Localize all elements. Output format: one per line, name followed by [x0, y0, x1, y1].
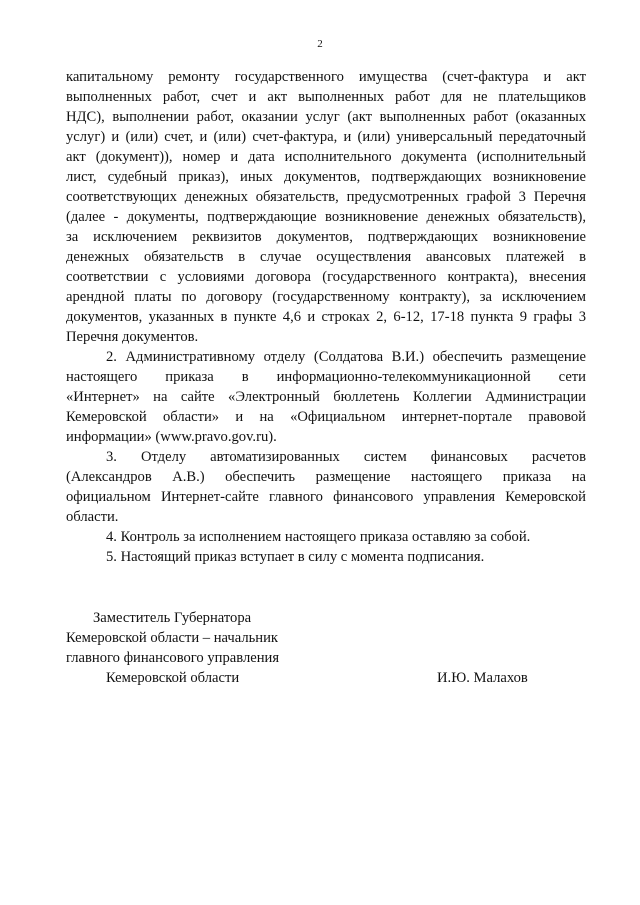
body-line: соответствии с условиями договора (государственного контракта), внесения [66, 269, 586, 285]
body-line: услуг) и (или) счет, и (или) счет-фактура, и (или) универсальный передаточный [66, 129, 586, 145]
body-line: «Интернет» на сайте «Электронный бюллетень Коллегии Администрации [66, 389, 586, 405]
body-line: (Александров А.В.) обеспечить размещение настоящего приказа на [66, 469, 586, 485]
body-line: лист, судебный приказ), иных документов, подтверждающих возникновение [66, 169, 586, 185]
body-line: Перечня документов. [66, 329, 199, 345]
body-line: (далее - документы, подтверждающие возникновение денежных обязательств), [66, 209, 586, 225]
signatory-title-line: Заместитель Губернатора [93, 610, 252, 626]
paragraph-3-first-line: 3. Отделу автоматизированных систем финансовых расчетов [106, 449, 586, 465]
paragraph-2-first-line: 2. Административному отделу (Солдатова В.И.) обеспечить размещение [106, 349, 586, 365]
page-number: 2 [317, 38, 323, 50]
body-line: капитальному ремонту государственного имущества (счет-фактура и акт [66, 69, 586, 85]
body-line: НДС), выполнении работ, оказании услуг (акт выполненных работ (оказанных [66, 109, 586, 125]
body-line: денежных обязательств в случае осуществления авансовых платежей в [66, 249, 586, 265]
body-line: области. [66, 509, 119, 525]
body-line: Кемеровской области» и на «Официальном интернет-портале правовой [66, 409, 586, 425]
body-line: соответствующих денежных обязательств, предусмотренных графой 3 Перечня [66, 189, 586, 205]
body-line: информации» (www.pravo.gov.ru). [66, 429, 277, 445]
body-line: арендной платы по договору (государственному контракту), за исключением [66, 289, 586, 305]
paragraph-4: 4. Контроль за исполнением настоящего приказа оставляю за собой. [106, 529, 531, 545]
body-line: официальном Интернет-сайте главного финансового управления Кемеровской [66, 489, 586, 505]
body-line: настоящего приказа в информационно-телекоммуникационной сети [66, 369, 586, 385]
signatory-title-line: главного финансового управления [66, 650, 280, 666]
body-line: выполненных работ, счет и акт выполненных работ для не плательщиков [66, 89, 586, 105]
signatory-name: И.Ю. Малахов [437, 670, 528, 686]
signatory-title-line: Кемеровской области [106, 670, 240, 686]
body-line: за исключением реквизитов документов, подтверждающих возникновение [66, 229, 586, 245]
body-line: документов, указанных в пункте 4,6 и строках 2, 6-12, 17-18 пункта 9 графы 3 [66, 309, 586, 325]
signatory-title-line: Кемеровской области – начальник [66, 630, 279, 646]
body-line: акт (документ)), номер и дата исполнительного документа (исполнительный [66, 149, 586, 165]
paragraph-5: 5. Настоящий приказ вступает в силу с момента подписания. [106, 549, 485, 565]
